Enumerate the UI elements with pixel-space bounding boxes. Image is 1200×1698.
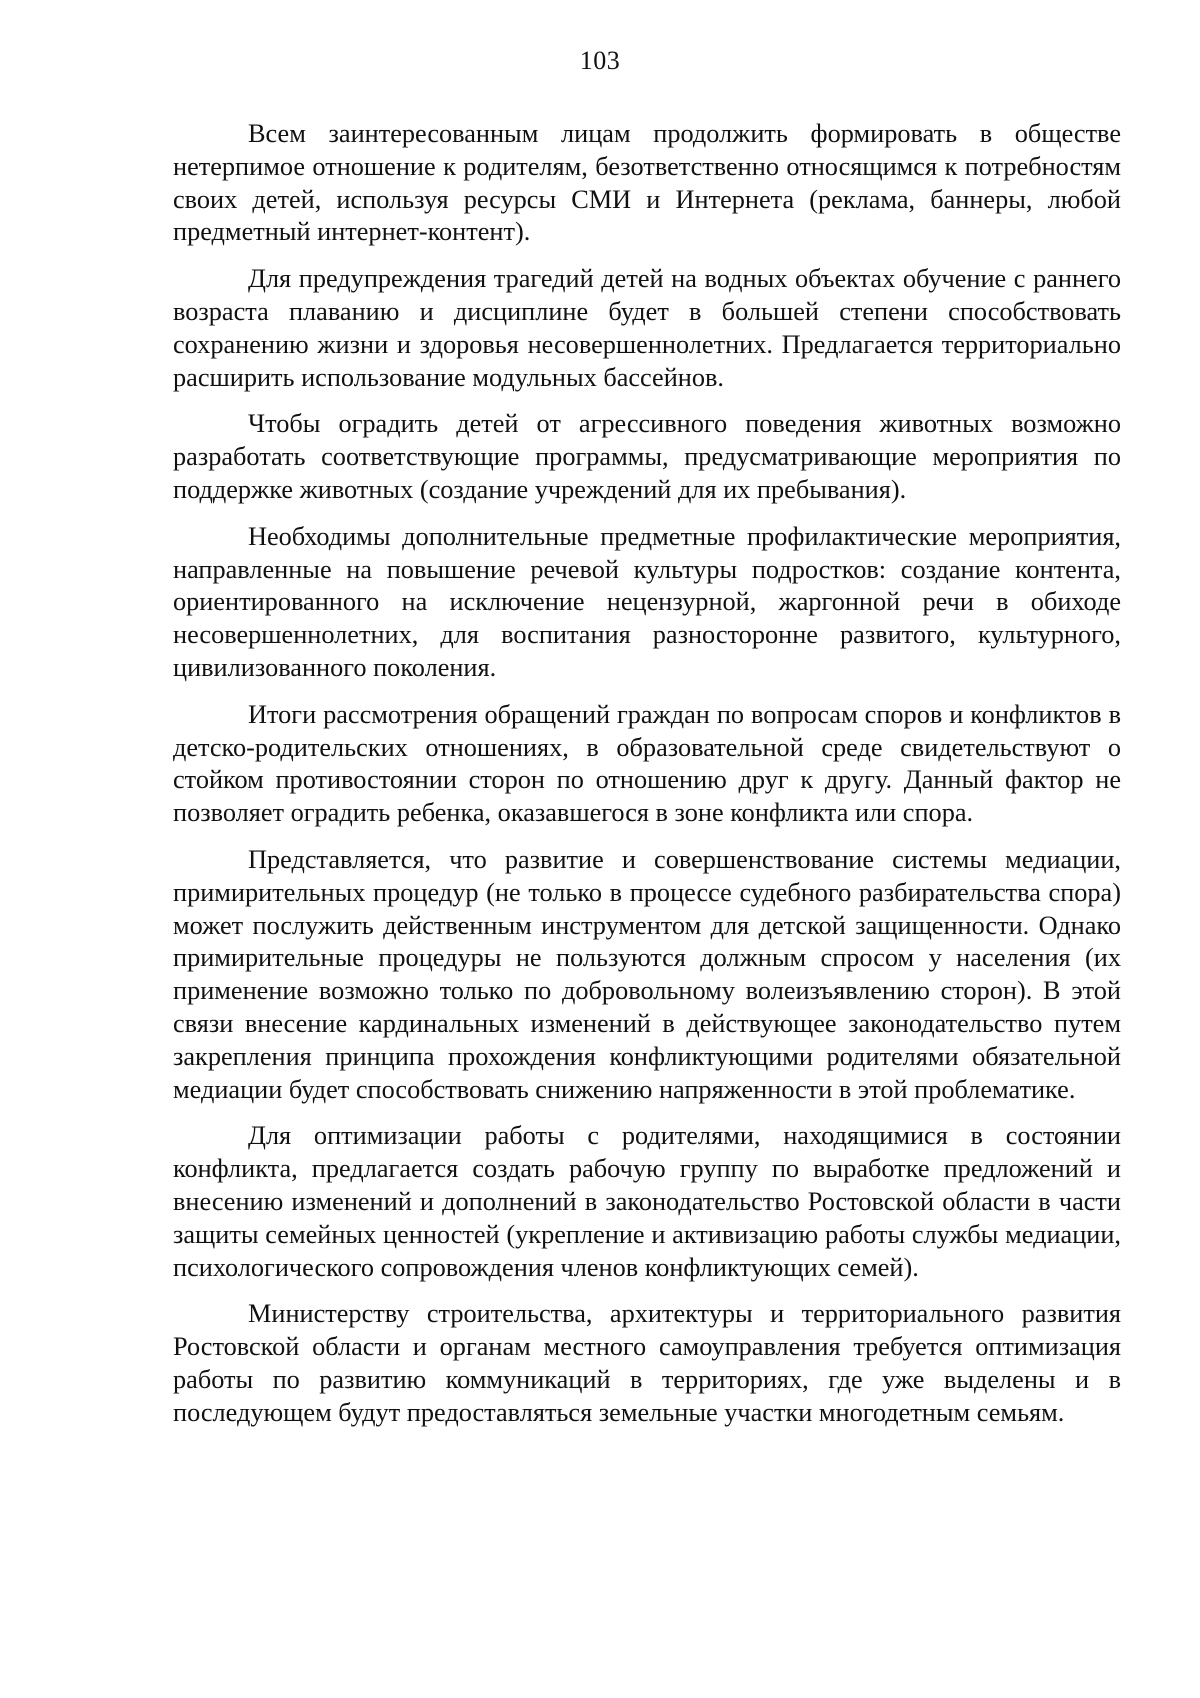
paragraph-ministry-construction: Министерству строительства, архитектуры и территориального развития Ростовской области и органам местного самоуправления требуется оптимизация работы по развитию коммуникаций в территориях, где уже выделены и в последующем будут предоставляться земельные участки многодетным семьям.	[173, 1299, 1121, 1427]
paragraph-speech-culture: Необходимы дополнительные предметные профилактические мероприятия, направленные на повышение речевой культуры подростков: создание контента, ориентированного на исключение нецензурной, жаргонной речи в обиходе несовершеннолетних, для воспитания разносторонне развитого, культурного, цивилизованного поколения.	[173, 521, 1121, 682]
paragraph-parents-responsibility: Всем заинтересованным лицам продолжить формировать в обществе нетерпимое отношение к родителям, безответственно относящимся к потребностям своих детей, используя ресурсы СМИ и Интернета (реклама, баннеры, любой предметный интернет-контент).	[173, 119, 1121, 247]
paragraph-conflict-appeals: Итоги рассмотрения обращений граждан по вопросам споров и конфликтов в детско-родительских отношениях, в образовательной среде свидетельствуют о стойком противостоянии сторон по отношению друг к другу. Данный фактор не позволяет оградить ребенка, оказавшегося в зоне конфликта или спора.	[173, 699, 1121, 828]
page-number: 103	[579, 46, 621, 75]
body-text	[173, 118, 1121, 1443]
paragraph-water-safety: Для предупреждения трагедий детей на водных объектах обучение с раннего возраста плаванию и дисциплине будет в большей степени способствовать сохранению жизни и здоровья несовершеннолетних. Предлагается территориально расширить использование модульных бассейнов.	[173, 264, 1121, 392]
paragraph-working-group: Для оптимизации работы с родителями, находящимися в состоянии конфликта, предлагается создать рабочую группу по выработке предложений и внесению изменений и дополнений в законодательство Ростовской области в части защиты семейных ценностей (укрепление и активизацию работы службы медиации, психологического сопровождения членов конфликтующих семей).	[173, 1121, 1121, 1282]
paragraph-animal-aggression: Чтобы оградить детей от агрессивного поведения животных возможно разработать соответствующие программы, предусматривающие мероприятия по поддержке животных (создание учреждений для их пребывания).	[173, 409, 1121, 504]
paragraph-mediation: Представляется, что развитие и совершенствование системы медиации, примирительных процедур (не только в процессе судебного разбирательства спора) может послужить действенным инструментом для детской защищенности. Однако примирительные процедуры не пользуются должным спросом у населения (их применение возможно только по добровольному волеизъявлению сторон). В этой связи внесение кардинальных изменений в действующее законодательство путем закрепления принципа прохождения конфликтующими родителями обязательной медиации будет способствовать снижению напряженности в этой проблематике.	[173, 844, 1121, 1104]
